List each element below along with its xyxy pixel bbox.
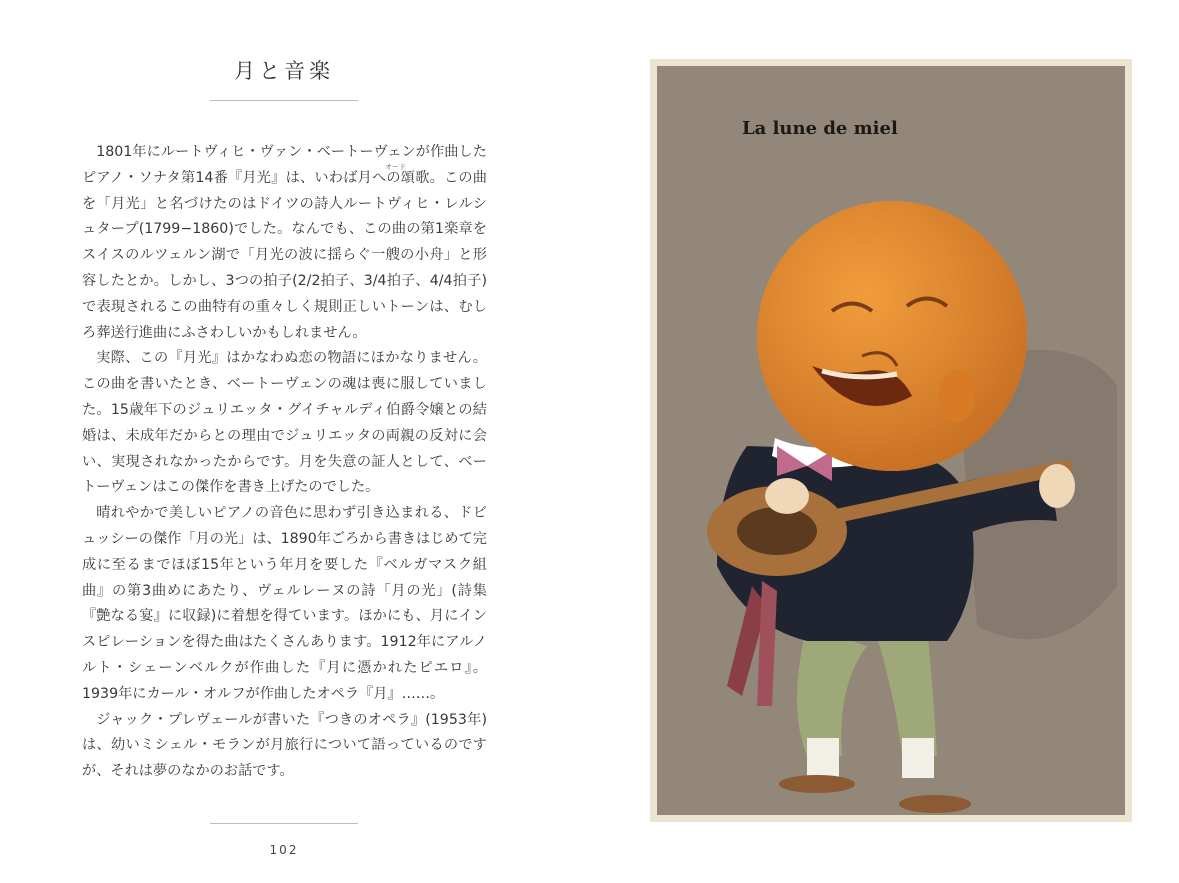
body-text [82, 140, 487, 785]
paragraph-4: ジャック・プレヴェールが書いた『つきのオペラ』(1953年)は、幼いミシェル・モランが月旅行について語っているのですが、それは夢のなかのお話です。 [82, 711, 487, 780]
paragraph-2: 実際、この『月光』はかなわぬ恋の物語にほかなりません。この曲を書いたとき、ベートーヴェンの魂は喪に服していました。15歳年下のジュリエッタ・グイチャルディ伯爵令嬢との結婚は、未成年だからとの理由でジュリエッタの両親の反対に会い、実現されなかったからです。月を失意の証人として、ベートーヴェンはこの傑作を書き上げたのでした。 [82, 350, 487, 496]
postcard-caption: La lune de miel [742, 118, 898, 139]
paragraph-1: 1801年にルートヴィヒ・ヴァン・ベートーヴェンが作曲したピアノ・ソナタ第14番『月光』は、いわば月への頌歌。この曲を「月光」と名づけたのはドイツの詩人ルートヴィヒ・レルシュタープ(1799−1860)でした。なんでも、この曲の第1楽章をスイスのルツェルン湖で「月光の波に揺らぐ一艘の小舟」と形容したとか。しかし、3つの拍子(2/2拍子、3/4拍子、4/4拍子)で表現されるこの曲特有の重々しく規則正しいトーンは、むしろ葬送行進曲にふさわしいかもしれません。 [82, 144, 487, 341]
postcard-illustration [650, 59, 1132, 822]
paragraph-3: 晴れやかで美しいピアノの音色に思わず引き込まれる、ドビュッシーの傑作「月の光」は、1890年ごろから書きはじめて完成に至るまでほぼ15年という年月を要した『ベルガマスク組曲』の第3曲めにあたり、ヴェルレーヌの詩「月の光」(詩集『艶なる宴』に収録)に着想を得ています。ほかにも、月にインスピレーションを得た曲はたくさんあります。1912年にアルノルト・シェーンベルクが作曲した『月に憑かれたピエロ』。1939年にカール・オルフが作曲したオペラ『月』……。 [82, 505, 487, 702]
footer-divider [210, 823, 358, 824]
title-divider [210, 100, 358, 101]
ruby-annotation: オード [385, 163, 406, 171]
postcard-image [657, 66, 1125, 815]
moon-man-mandolin-illustration [657, 66, 1125, 815]
page-title: 月と音楽 [234, 59, 334, 83]
page-number: 102 [269, 843, 299, 857]
